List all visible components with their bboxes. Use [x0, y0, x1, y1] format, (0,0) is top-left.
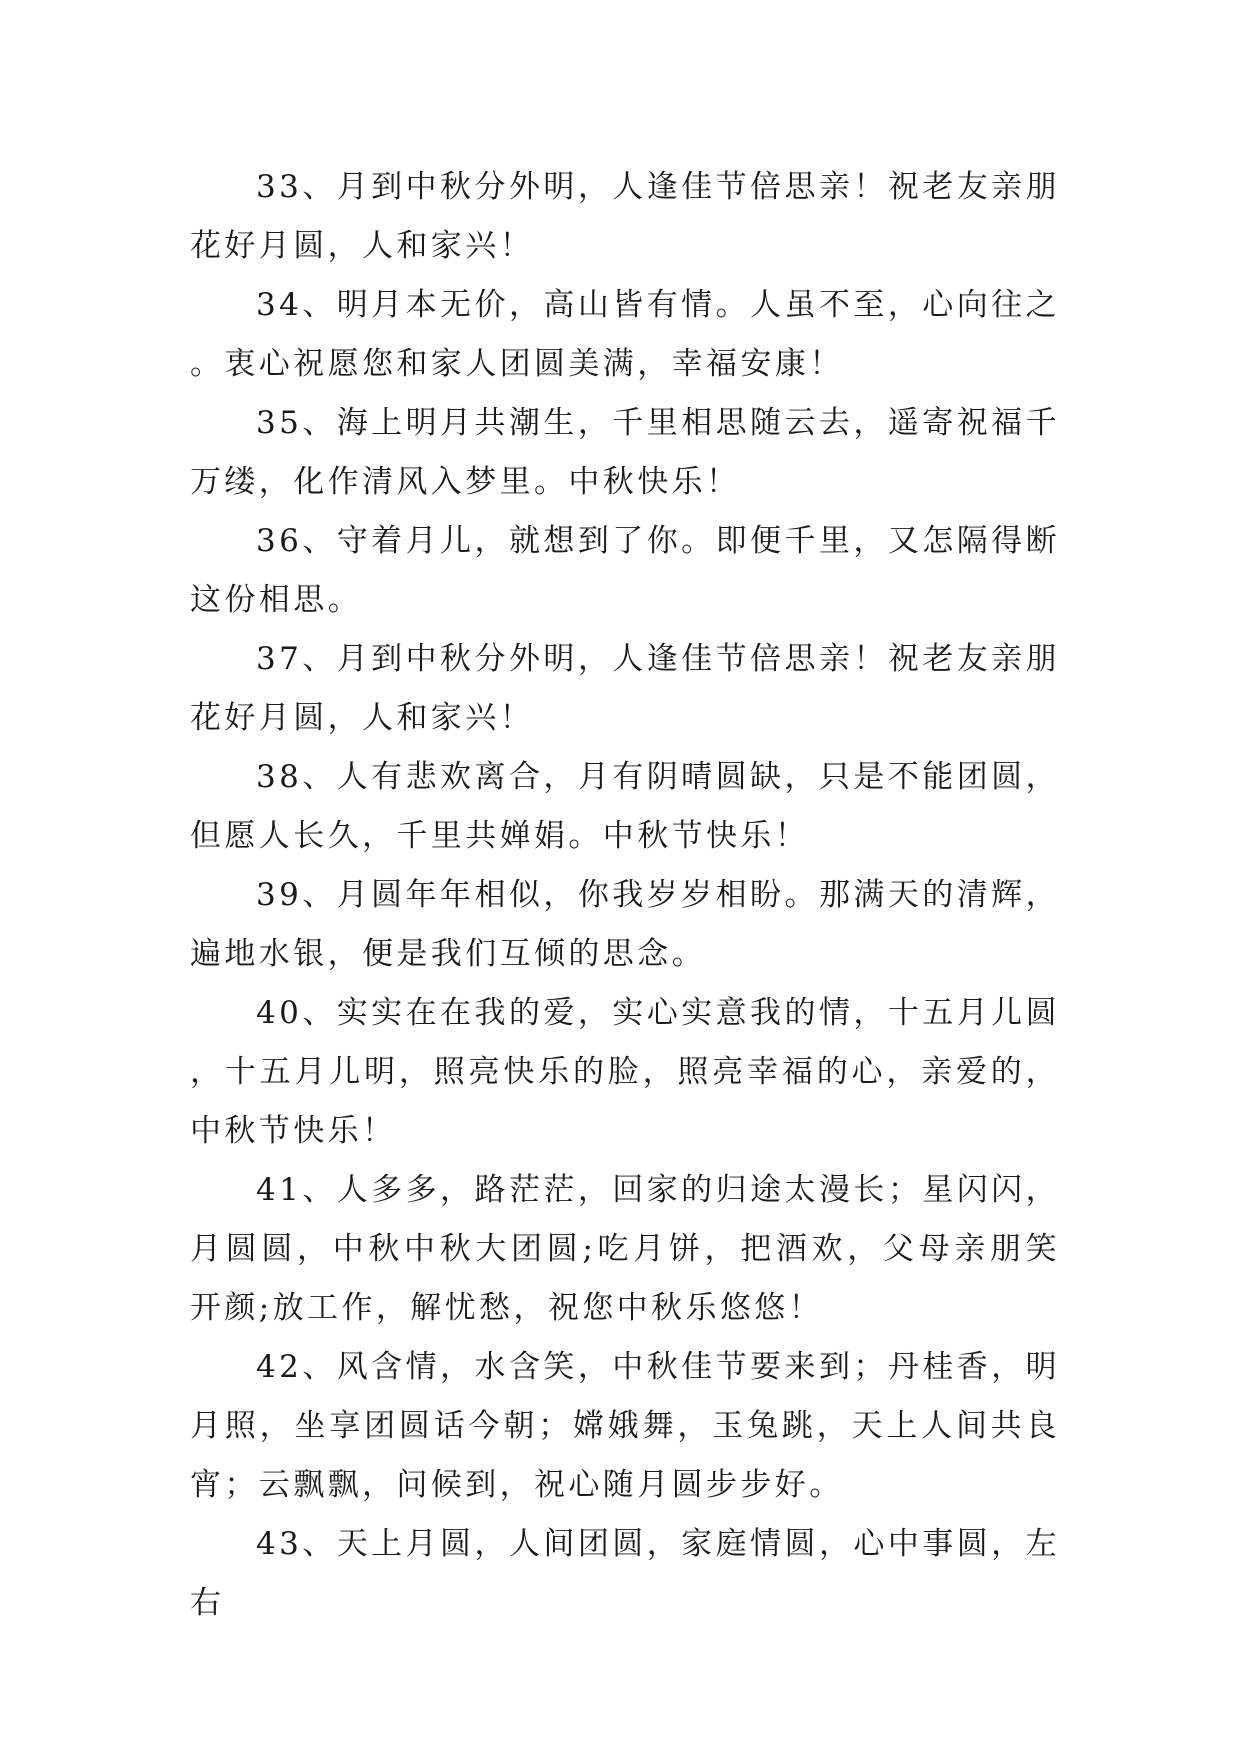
paragraph-36: 36、守着月儿，就想到了你。即便千里，又怎隔得断这份相思。: [190, 523, 1060, 618]
paragraph-39: 39、月圆年年相似，你我岁岁相盼。那满天的清辉，遍地水银，便是我们互倾的思念。: [190, 877, 1060, 972]
paragraph-38: 38、人有悲欢离合，月有阴晴圆缺，只是不能团圆，但愿人长久，千里共婵娟。中秋节快乐！: [190, 759, 1060, 854]
paragraph-41: 41、人多多，路茫茫，回家的归途太漫长；星闪闪，月圆圆，中秋中秋大团圆;吃月饼，把酒欢，父母亲朋笑开颜;放工作，解忧愁，祝您中秋乐悠悠！: [190, 1172, 1060, 1326]
document-body: [190, 158, 1060, 1633]
paragraph-43: 43、天上月圆，人间团圆，家庭情圆，心中事圆，左右: [190, 1526, 1060, 1621]
paragraph-34: 34、明月本无价，高山皆有情。人虽不至，心向往之。衷心祝愿您和家人团圆美满，幸福安康！: [190, 287, 1060, 382]
paragraph-40: 40、实实在在我的爱，实心实意我的情，十五月儿圆，十五月儿明，照亮快乐的脸，照亮幸福的心，亲爱的，中秋节快乐！: [190, 995, 1060, 1149]
paragraph-33: 33、月到中秋分外明，人逢佳节倍思亲！祝老友亲朋花好月圆，人和家兴！: [190, 169, 1060, 264]
paragraph-42: 42、风含情，水含笑，中秋佳节要来到；丹桂香，明月照，坐享团圆话今朝；嫦娥舞，玉兔跳，天上人间共良宵；云飘飘，问候到，祝心随月圆步步好。: [190, 1349, 1060, 1503]
paragraph-37: 37、月到中秋分外明，人逢佳节倍思亲！祝老友亲朋花好月圆，人和家兴！: [190, 641, 1060, 736]
paragraph-35: 35、海上明月共潮生，千里相思随云去，遥寄祝福千万缕，化作清风入梦里。中秋快乐！: [190, 405, 1060, 500]
